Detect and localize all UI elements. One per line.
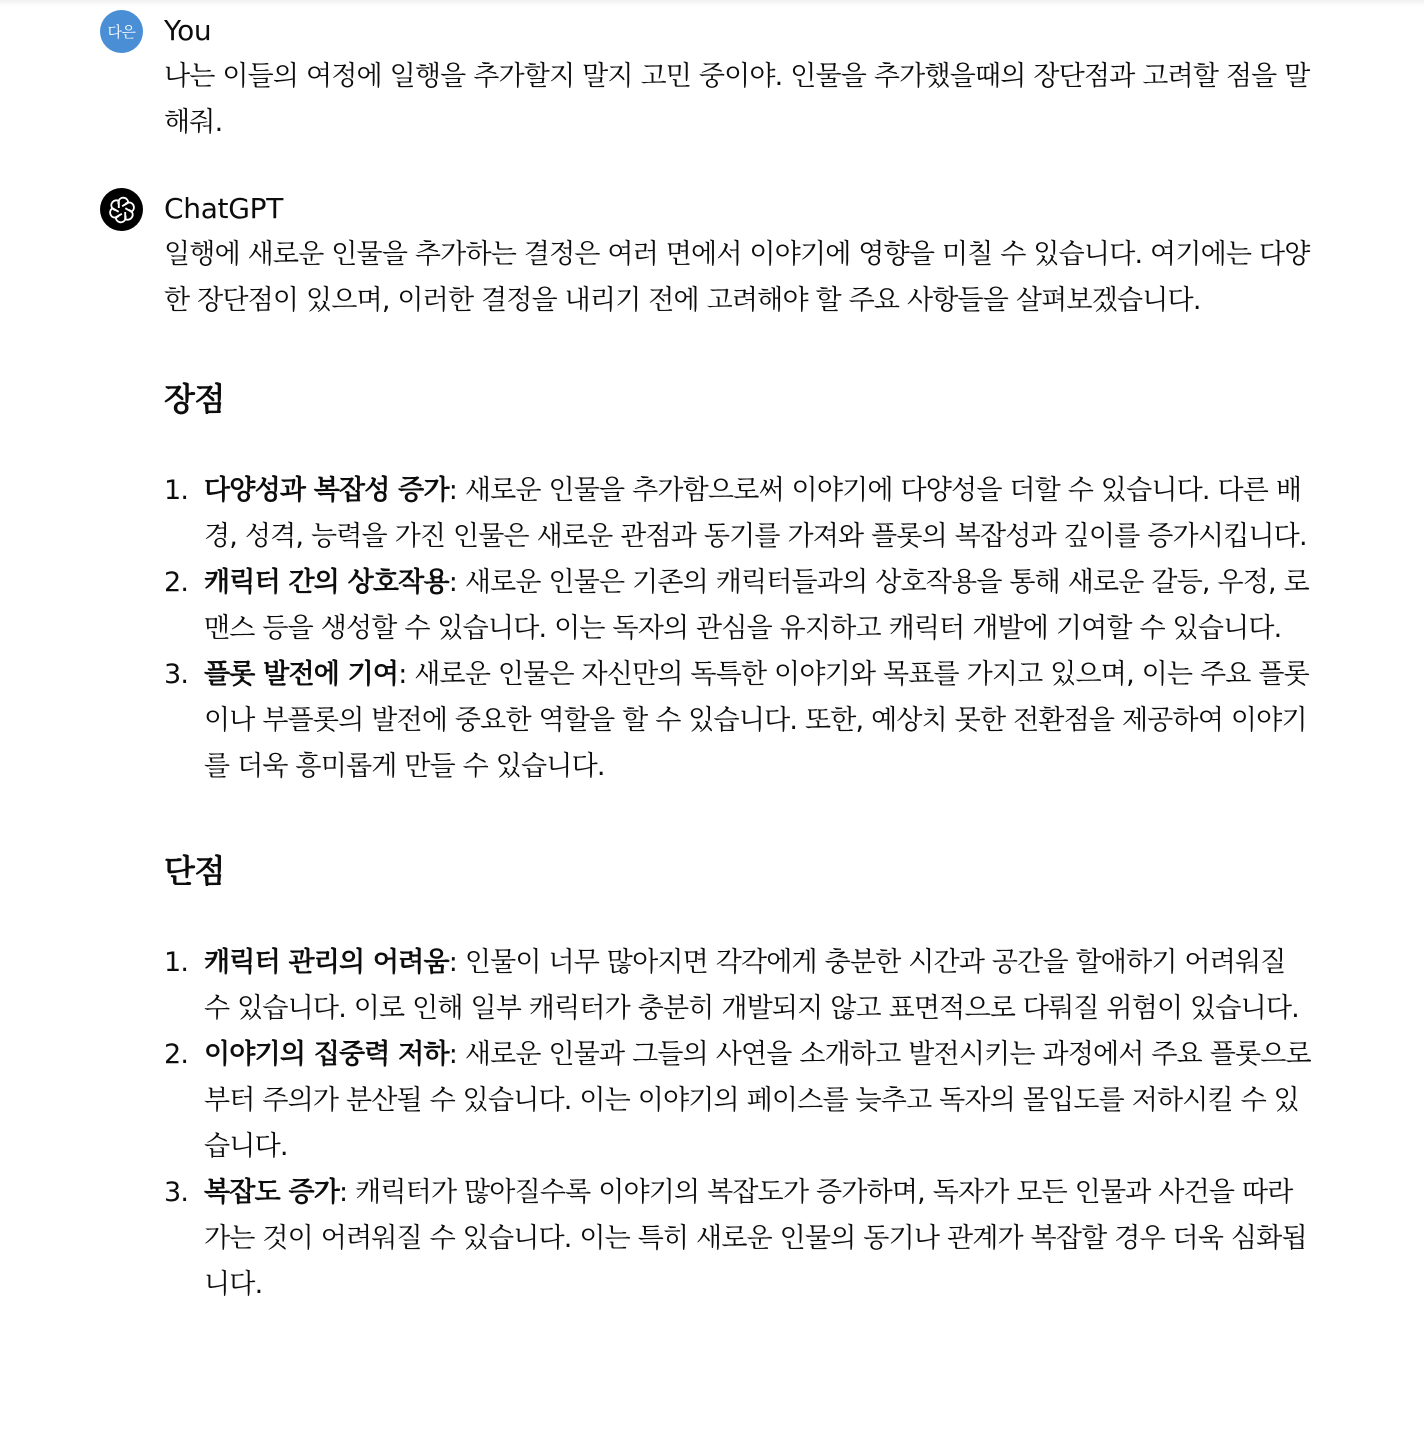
- chatgpt-avatar: [100, 188, 143, 231]
- item-text: : 새로운 인물은 기존의 캐릭터들과의 상호작용을 통해 새로운 갈등, 우정, 로맨스 등을 생성할 수 있습니다. 이는 독자의 관심을 유지하고 캐릭터 개발에 기여할 수 있습니다.: [204, 567, 1309, 644]
- item-title: 복잡도 증가: [204, 1177, 340, 1208]
- user-author-name: You: [164, 14, 212, 47]
- item-title: 플롯 발전에 기여: [204, 659, 399, 690]
- item-title: 캐릭터 간의 상호작용: [204, 567, 449, 598]
- list-number: 1.: [164, 475, 189, 506]
- openai-logo-icon: [107, 195, 137, 225]
- item-title: 캐릭터 관리의 어려움: [204, 947, 449, 978]
- list-item: [164, 1032, 1314, 1170]
- list-item: [164, 560, 1314, 652]
- top-fade: [0, 0, 1424, 6]
- pros-list: [164, 468, 1314, 790]
- item-text: : 새로운 인물과 그들의 사연을 소개하고 발전시키는 과정에서 주요 플롯으로부터 주의가 분산될 수 있습니다. 이는 이야기의 페이스를 늦추고 독자의 몰입도를 저하시킬 수 있습니다.: [204, 1039, 1311, 1162]
- list-number: 3.: [164, 659, 189, 690]
- assistant-intro: 일행에 새로운 인물을 추가하는 결정은 여러 면에서 이야기에 영향을 미칠 수 있습니다. 여기에는 다양한 장단점이 있으며, 이러한 결정을 내리기 전에 고려해야 할 주요 사항들을 살펴보겠습니다.: [164, 239, 1310, 316]
- item-text: : 캐릭터가 많아질수록 이야기의 복잡도가 증가하며, 독자가 모든 인물과 사건을 따라가는 것이 어려워질 수 있습니다. 이는 특히 새로운 인물의 동기나 관계가 복잡할 경우 더욱 심화됩니다.: [204, 1177, 1307, 1300]
- cons-list: [164, 940, 1314, 1308]
- item-text: : 새로운 인물을 추가함으로써 이야기에 다양성을 더할 수 있습니다. 다른 배경, 성격, 능력을 가진 인물은 새로운 관점과 동기를 가져와 플롯의 복잡성과 깊이를 증가시킵니다.: [204, 475, 1307, 552]
- list-item: [164, 652, 1314, 790]
- list-item: [164, 940, 1314, 1032]
- assistant-author-name: ChatGPT: [164, 192, 284, 225]
- list-item: [164, 468, 1314, 560]
- list-number: 2.: [164, 1039, 189, 1070]
- pros-heading: 장점: [164, 380, 225, 418]
- list-number: 1.: [164, 947, 189, 978]
- item-text: : 새로운 인물은 자신만의 독특한 이야기와 목표를 가지고 있으며, 이는 주요 플롯이나 부플롯의 발전에 중요한 역할을 할 수 있습니다. 또한, 예상치 못한 전환점을 제공하여 이야기를 더욱 흥미롭게 만들 수 있습니다.: [204, 659, 1309, 782]
- item-title: 다양성과 복잡성 증가: [204, 475, 449, 506]
- list-item: [164, 1170, 1314, 1308]
- list-number: 3.: [164, 1177, 189, 1208]
- list-number: 2.: [164, 567, 189, 598]
- user-avatar-text: 다은: [107, 23, 136, 41]
- item-title: 이야기의 집중력 저하: [204, 1039, 449, 1070]
- assistant-message-body: [164, 232, 1314, 1308]
- cons-heading: 단점: [164, 852, 225, 890]
- user-avatar: [100, 10, 143, 53]
- user-message-text: 나는 이들의 여정에 일행을 추가할지 말지 고민 중이야. 인물을 추가했을때의 장단점과 고려할 점을 말해줘.: [164, 61, 1310, 138]
- user-message-body: [164, 54, 1314, 146]
- item-text: : 인물이 너무 많아지면 각각에게 충분한 시간과 공간을 할애하기 어려워질 수 있습니다. 이로 인해 일부 캐릭터가 충분히 개발되지 않고 표면적으로 다뤄질 위험이 있습니다.: [204, 947, 1299, 1024]
